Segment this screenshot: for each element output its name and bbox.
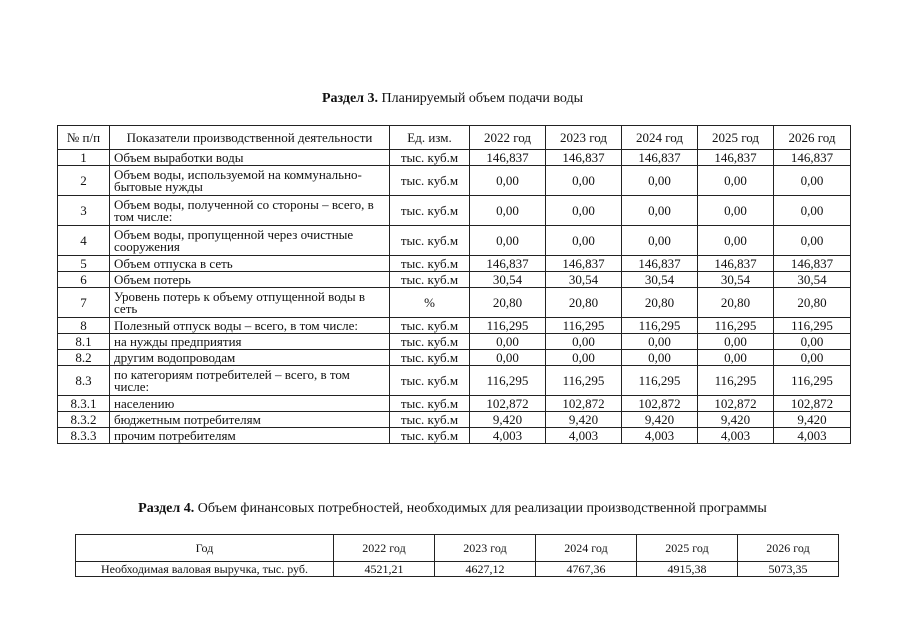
section-4-title — [0, 501, 905, 517]
value-cell: 146,837 — [622, 150, 698, 166]
indicator-name: Объем воды, полученной со стороны – всего, в том числе: — [110, 196, 390, 226]
value-cell: 30,54 — [774, 272, 851, 288]
value-cell: 102,872 — [774, 396, 851, 412]
indicator-name: Полезный отпуск воды – всего, в том числе: — [110, 318, 390, 334]
value-cell: 0,00 — [774, 334, 851, 350]
value-cell: 0,00 — [470, 166, 546, 196]
value-cell: 146,837 — [470, 256, 546, 272]
value-cell: 116,295 — [622, 366, 698, 396]
water-supply-table — [57, 125, 851, 444]
table-row — [58, 196, 851, 226]
unit-cell: тыс. куб.м — [390, 272, 470, 288]
indicator-name: Необходимая валовая выручка, тыс. руб. — [76, 562, 334, 577]
value-cell: 146,837 — [470, 150, 546, 166]
value-cell: 4915,38 — [637, 562, 738, 577]
row-number: 8.1 — [58, 334, 110, 350]
value-cell: 30,54 — [470, 272, 546, 288]
table-row — [58, 334, 851, 350]
value-cell: 0,00 — [546, 226, 622, 256]
row-number: 1 — [58, 150, 110, 166]
value-cell: 20,80 — [698, 288, 774, 318]
table-row — [58, 256, 851, 272]
value-cell: 102,872 — [622, 396, 698, 412]
value-cell: 5073,35 — [738, 562, 839, 577]
value-cell: 116,295 — [698, 366, 774, 396]
value-cell: 30,54 — [546, 272, 622, 288]
value-cell: 0,00 — [774, 350, 851, 366]
header-cell: Показатели производственной деятельности — [110, 126, 390, 150]
unit-cell: тыс. куб.м — [390, 366, 470, 396]
value-cell: 4767,36 — [536, 562, 637, 577]
value-cell: 146,837 — [698, 150, 774, 166]
indicator-name: бюджетным потребителям — [110, 412, 390, 428]
table-row — [76, 562, 839, 577]
value-cell: 146,837 — [774, 150, 851, 166]
value-cell: 0,00 — [774, 196, 851, 226]
header-cell: Год — [76, 535, 334, 562]
row-number: 5 — [58, 256, 110, 272]
indicator-name: Объем выработки воды — [110, 150, 390, 166]
table-row — [58, 150, 851, 166]
row-number: 7 — [58, 288, 110, 318]
value-cell: 0,00 — [546, 196, 622, 226]
value-cell: 0,00 — [546, 334, 622, 350]
unit-cell: % — [390, 288, 470, 318]
unit-cell: тыс. куб.м — [390, 334, 470, 350]
value-cell: 0,00 — [546, 350, 622, 366]
value-cell: 0,00 — [774, 226, 851, 256]
header-cell: 2022 год — [470, 126, 546, 150]
value-cell: 20,80 — [774, 288, 851, 318]
unit-cell: тыс. куб.м — [390, 412, 470, 428]
row-number: 8.3.2 — [58, 412, 110, 428]
value-cell: 0,00 — [698, 226, 774, 256]
table-row — [58, 288, 851, 318]
value-cell: 4,003 — [470, 428, 546, 444]
row-number: 8 — [58, 318, 110, 334]
table-row — [58, 396, 851, 412]
value-cell: 0,00 — [470, 334, 546, 350]
indicator-name: Объем воды, пропущенной через очистные сооружения — [110, 226, 390, 256]
indicator-name: прочим потребителям — [110, 428, 390, 444]
row-number: 8.3.1 — [58, 396, 110, 412]
indicator-name: населению — [110, 396, 390, 412]
unit-cell: тыс. куб.м — [390, 196, 470, 226]
value-cell: 116,295 — [774, 366, 851, 396]
value-cell: 9,420 — [546, 412, 622, 428]
value-cell: 9,420 — [470, 412, 546, 428]
value-cell: 4,003 — [698, 428, 774, 444]
value-cell: 116,295 — [546, 318, 622, 334]
section-3-heading: Планируемый объем подачи воды — [378, 91, 584, 106]
value-cell: 102,872 — [470, 396, 546, 412]
value-cell: 116,295 — [470, 366, 546, 396]
value-cell: 4,003 — [546, 428, 622, 444]
table-header-row — [58, 126, 851, 150]
value-cell: 0,00 — [470, 196, 546, 226]
indicator-name: Объем отпуска в сеть — [110, 256, 390, 272]
header-cell: 2025 год — [637, 535, 738, 562]
value-cell: 20,80 — [470, 288, 546, 318]
header-cell: 2026 год — [738, 535, 839, 562]
header-cell: 2025 год — [698, 126, 774, 150]
value-cell: 4521,21 — [334, 562, 435, 577]
section-4-label: Раздел 4. — [138, 501, 195, 516]
unit-cell: тыс. куб.м — [390, 226, 470, 256]
value-cell: 0,00 — [698, 196, 774, 226]
value-cell: 116,295 — [698, 318, 774, 334]
value-cell: 0,00 — [698, 166, 774, 196]
row-number: 4 — [58, 226, 110, 256]
row-number: 2 — [58, 166, 110, 196]
header-cell: № п/п — [58, 126, 110, 150]
value-cell: 9,420 — [774, 412, 851, 428]
financial-needs-table — [75, 534, 839, 577]
row-number: 8.3.3 — [58, 428, 110, 444]
value-cell: 102,872 — [546, 396, 622, 412]
value-cell: 20,80 — [546, 288, 622, 318]
value-cell: 0,00 — [622, 196, 698, 226]
value-cell: 0,00 — [774, 166, 851, 196]
table-row — [58, 318, 851, 334]
header-cell: 2023 год — [435, 535, 536, 562]
header-cell: 2022 год — [334, 535, 435, 562]
indicator-name: на нужды предприятия — [110, 334, 390, 350]
unit-cell: тыс. куб.м — [390, 256, 470, 272]
table-row — [58, 350, 851, 366]
value-cell: 9,420 — [622, 412, 698, 428]
header-cell: 2024 год — [622, 126, 698, 150]
value-cell: 116,295 — [622, 318, 698, 334]
row-number: 8.2 — [58, 350, 110, 366]
unit-cell: тыс. куб.м — [390, 396, 470, 412]
table-row — [58, 272, 851, 288]
indicator-name: Объем потерь — [110, 272, 390, 288]
header-cell: 2024 год — [536, 535, 637, 562]
value-cell: 0,00 — [470, 350, 546, 366]
unit-cell: тыс. куб.м — [390, 428, 470, 444]
value-cell: 116,295 — [546, 366, 622, 396]
value-cell: 0,00 — [698, 350, 774, 366]
value-cell: 0,00 — [622, 226, 698, 256]
value-cell: 146,837 — [774, 256, 851, 272]
unit-cell: тыс. куб.м — [390, 350, 470, 366]
value-cell: 146,837 — [622, 256, 698, 272]
financial-needs-table-body — [76, 535, 839, 577]
value-cell: 0,00 — [622, 166, 698, 196]
table-row — [58, 366, 851, 396]
value-cell: 4,003 — [774, 428, 851, 444]
value-cell: 146,837 — [546, 256, 622, 272]
value-cell: 9,420 — [698, 412, 774, 428]
unit-cell: тыс. куб.м — [390, 318, 470, 334]
value-cell: 146,837 — [546, 150, 622, 166]
table-row — [58, 226, 851, 256]
value-cell: 116,295 — [774, 318, 851, 334]
table-row — [58, 412, 851, 428]
indicator-name: по категориям потребителей – всего, в том числе: — [110, 366, 390, 396]
value-cell: 146,837 — [698, 256, 774, 272]
row-number: 6 — [58, 272, 110, 288]
table-header-row — [76, 535, 839, 562]
indicator-name: Уровень потерь к объему отпущенной воды в сеть — [110, 288, 390, 318]
value-cell: 30,54 — [622, 272, 698, 288]
table-row — [58, 428, 851, 444]
row-number: 8.3 — [58, 366, 110, 396]
header-cell: 2026 год — [774, 126, 851, 150]
value-cell: 0,00 — [698, 334, 774, 350]
value-cell: 0,00 — [622, 350, 698, 366]
header-cell: Ед. изм. — [390, 126, 470, 150]
value-cell: 0,00 — [470, 226, 546, 256]
section-3-label: Раздел 3. — [321, 91, 379, 106]
unit-cell: тыс. куб.м — [390, 150, 470, 166]
unit-cell: тыс. куб.м — [390, 166, 470, 196]
value-cell: 102,872 — [698, 396, 774, 412]
value-cell: 4627,12 — [435, 562, 536, 577]
water-supply-table-body — [58, 126, 851, 444]
value-cell: 116,295 — [470, 318, 546, 334]
value-cell: 30,54 — [698, 272, 774, 288]
value-cell: 0,00 — [546, 166, 622, 196]
value-cell: 4,003 — [622, 428, 698, 444]
header-cell: 2023 год — [546, 126, 622, 150]
indicator-name: Объем воды, используемой на коммунально-бытовые нужды — [110, 166, 390, 196]
indicator-name: другим водопроводам — [110, 350, 390, 366]
row-number: 3 — [58, 196, 110, 226]
value-cell: 0,00 — [622, 334, 698, 350]
section-4-heading: Объем финансовых потребностей, необходимых для реализации производственной программы — [194, 501, 767, 516]
table-row — [58, 166, 851, 196]
section-3-title — [0, 91, 905, 107]
value-cell: 20,80 — [622, 288, 698, 318]
